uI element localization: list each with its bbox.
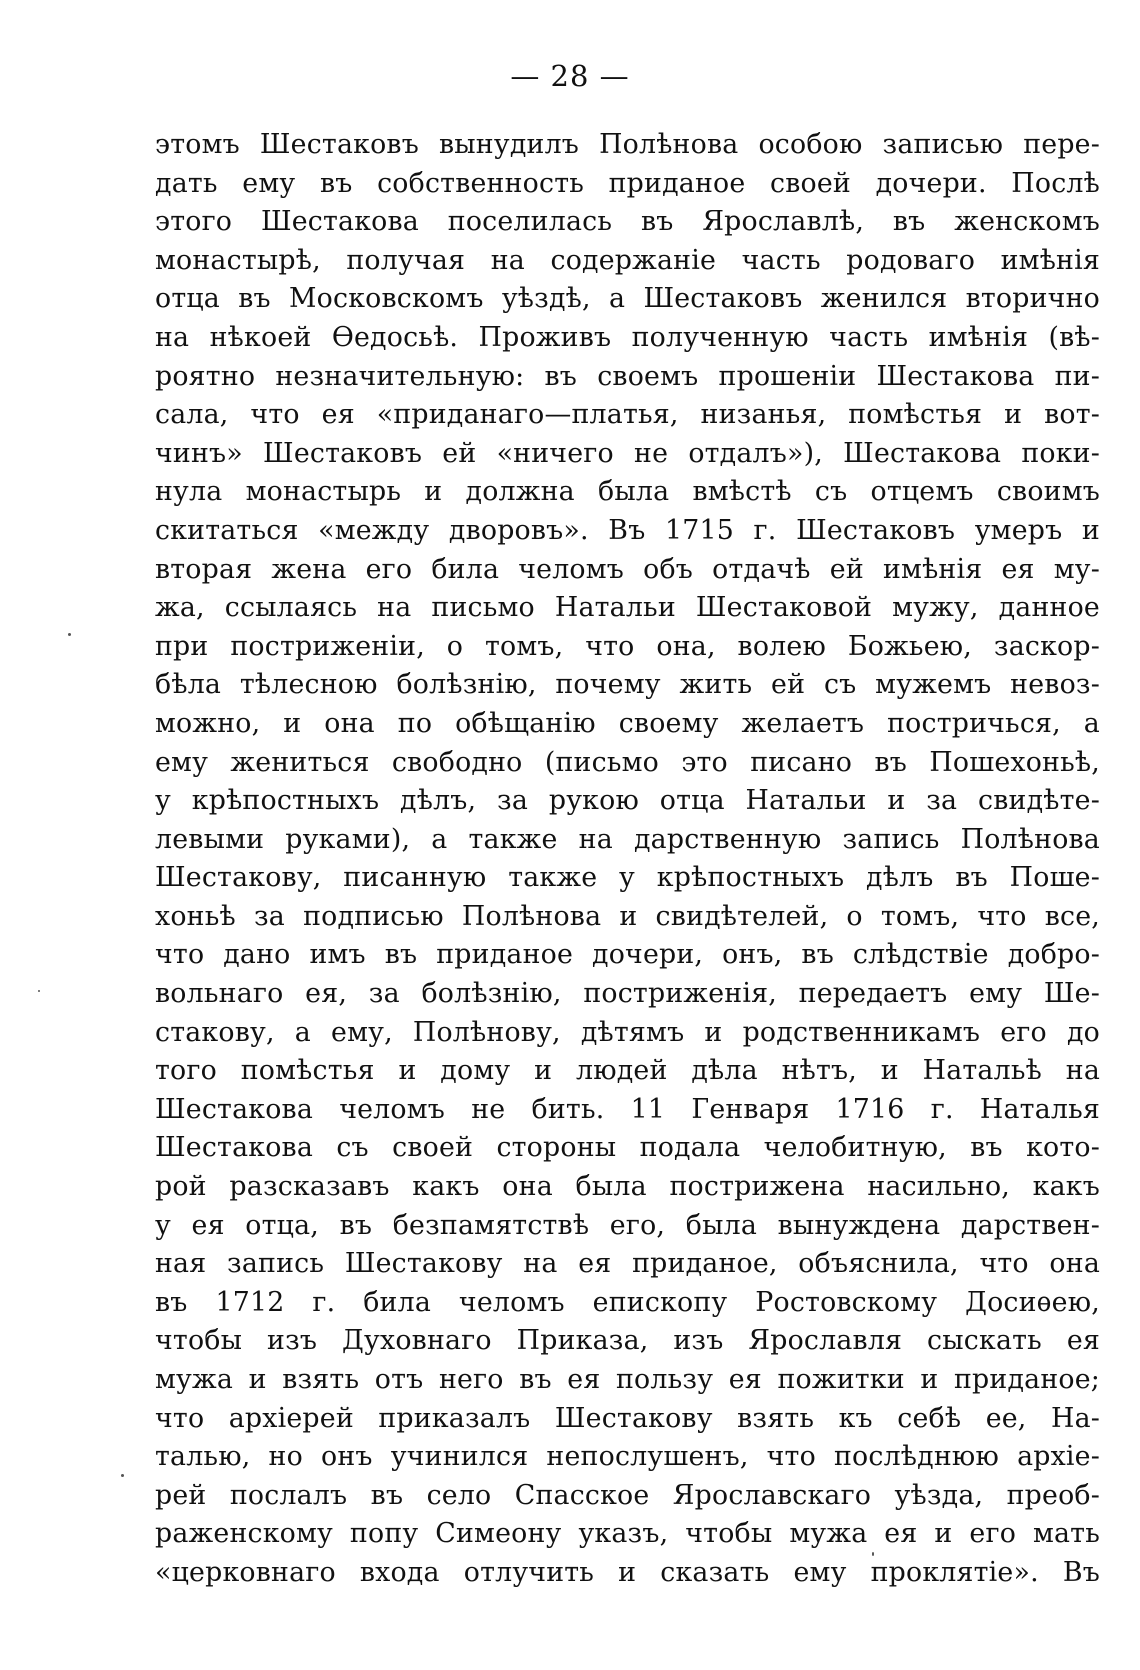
text-line: чтобы изъ Духовнаго Приказа, изъ Ярославля сыскать ея <box>155 1325 1100 1357</box>
text-line: можно, и она по обѣщанію своему желаетъ постричься, а <box>155 707 1100 739</box>
text-line: талью, но онъ учинился непослушенъ, что послѣднюю архіе- <box>155 1441 1100 1473</box>
page-number: — 28 — <box>510 59 630 93</box>
text-line: левыми руками), а также на дарственную запись Полѣнова <box>155 823 1100 855</box>
text-line: раженскому попу Симеону указъ, чтобы мужа ея и его мать <box>155 1518 1100 1550</box>
text-line: дать ему въ собственность приданое своей дочери. Послѣ <box>155 167 1100 199</box>
text-line: вторая жена его била челомъ объ отдачѣ ей имѣнія ея му- <box>155 553 1100 585</box>
text-line: въ 1712 г. била челомъ епископу Ростовскому Досиѳею, <box>155 1286 1100 1318</box>
text-line: монастырѣ, получая на содержаніе часть родоваго имѣнія <box>155 244 1100 276</box>
text-line: этомъ Шестаковъ вынудилъ Полѣнова особою записью пере- <box>155 129 1100 160</box>
text-line: что архіерей приказалъ Шестакову взять къ себѣ ее, На- <box>155 1402 1100 1434</box>
text-line: жа, ссылаясь на письмо Натальи Шестаковой мужу, данное <box>155 592 1100 624</box>
text-line: бѣла тѣлесною болѣзнію, почему жить ей съ мужемъ невоз- <box>155 669 1100 701</box>
body-text <box>155 126 1100 1593</box>
text-line: отца въ Московскомъ уѣздѣ, а Шестаковъ женился вторично <box>155 283 1100 315</box>
text-line: нула монастырь и должна была вмѣстѣ съ отцемъ своимъ <box>155 476 1100 508</box>
scan-speck <box>872 1552 874 1556</box>
text-line: стакову, а ему, Полѣнову, дѣтямъ и родственникамъ его до <box>155 1016 1100 1048</box>
text-line: рой разсказавъ какъ она была пострижена насильно, какъ <box>155 1171 1100 1203</box>
text-line: «церковнаго входа отлучить и сказать ему проклятіе». Въ <box>155 1556 1100 1588</box>
text-line: хоньѣ за подписью Полѣнова и свидѣтелей, о томъ, что все, <box>155 900 1100 932</box>
text-line: ему жениться свободно (письмо это писано въ Пошехоньѣ, <box>155 746 1100 778</box>
text-line: мужа и взять отъ него въ ея пользу ея пожитки и приданое; <box>155 1364 1100 1395</box>
text-line: вольнаго ея, за болѣзнію, постриженія, передаетъ ему Ше- <box>155 978 1100 1010</box>
text-line: скитаться «между дворовъ». Въ 1715 г. Шестаковъ умеръ и <box>155 514 1100 546</box>
text-line: роятно незначительную: въ своемъ прошеніи Шестакова пи- <box>155 360 1100 392</box>
text-line: Шестакову, писанную также у крѣпостныхъ дѣлъ въ Поше- <box>155 862 1100 894</box>
text-line: что дано имъ въ приданое дочери, онъ, въ слѣдствіе добро- <box>155 939 1100 971</box>
text-line: на нѣкоей Ѳедосьѣ. Проживъ полученную часть имѣнія (вѣ- <box>155 321 1100 353</box>
scan-speck <box>38 990 40 992</box>
text-line: ная запись Шестакову на ея приданое, объяснила, что она <box>155 1248 1100 1280</box>
text-line: у ея отца, въ безпамятствѣ его, была вынуждена дарствен- <box>155 1209 1100 1241</box>
text-line: того помѣстья и дому и людей дѣла нѣтъ, и Натальѣ на <box>155 1055 1100 1087</box>
scan-speck <box>121 1474 124 1477</box>
scan-speck <box>68 633 71 636</box>
text-line: у крѣпостныхъ дѣлъ, за рукою отца Натальи и за свидѣте- <box>155 785 1100 817</box>
text-line: рей послалъ въ село Спасское Ярославскаго уѣзда, преоб- <box>155 1479 1100 1511</box>
text-line: Шестакова челомъ не бить. 11 Генваря 1716 г. Наталья <box>155 1093 1100 1125</box>
text-line: при постриженіи, о томъ, что она, волею Божьею, заскор- <box>155 630 1100 662</box>
text-line: сала, что ея «приданаго—платья, низанья, помѣстья и вот- <box>155 399 1100 431</box>
text-line: Шестакова съ своей стороны подала челобитную, въ кото- <box>155 1132 1100 1164</box>
text-line: чинъ» Шестаковъ ей «ничего не отдалъ»), Шестакова поки- <box>155 437 1100 469</box>
text-line: этого Шестакова поселилась въ Ярославлѣ, въ женскомъ <box>155 206 1100 238</box>
